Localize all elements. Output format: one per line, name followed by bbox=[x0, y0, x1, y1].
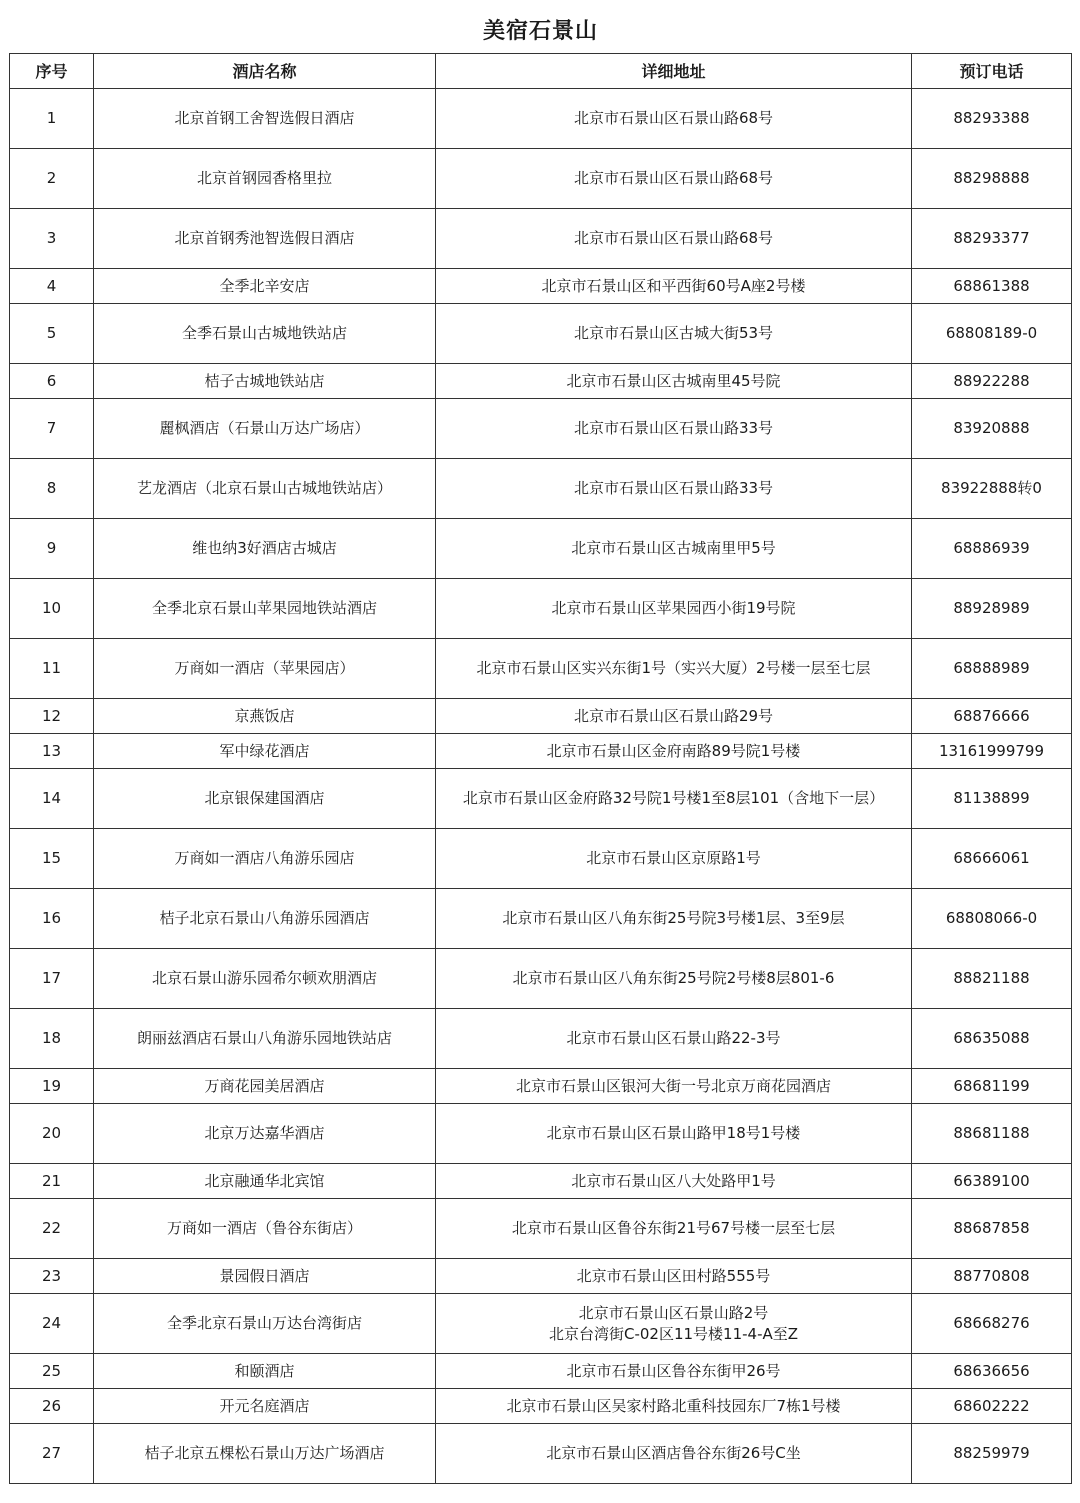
hotel-name: 北京银保建国酒店 bbox=[94, 769, 436, 829]
row-number: 20 bbox=[10, 1104, 94, 1164]
hotel-phone: 68886939 bbox=[912, 519, 1072, 579]
hotel-address bbox=[436, 269, 912, 304]
row-number: 4 bbox=[10, 269, 94, 304]
hotel-name: 军中绿花酒店 bbox=[94, 734, 436, 769]
row-number: 13 bbox=[10, 734, 94, 769]
hotel-phone: 66389100 bbox=[912, 1164, 1072, 1199]
table-row bbox=[10, 1164, 1072, 1199]
hotel-name: 桔子北京石景山八角游乐园酒店 bbox=[94, 889, 436, 949]
hotel-address bbox=[436, 1069, 912, 1104]
hotel-phone: 81138899 bbox=[912, 769, 1072, 829]
hotel-phone: 88928989 bbox=[912, 579, 1072, 639]
address-line: 北京市石景山区鲁谷东街21号67号楼一层至七层 bbox=[511, 1219, 836, 1237]
table-row bbox=[10, 1259, 1072, 1294]
hotel-address bbox=[436, 734, 912, 769]
row-number: 6 bbox=[10, 364, 94, 399]
table-row bbox=[10, 949, 1072, 1009]
hotel-address bbox=[436, 829, 912, 889]
hotel-name: 桔子古城地铁站店 bbox=[94, 364, 436, 399]
table-row bbox=[10, 1389, 1072, 1424]
hotel-address bbox=[436, 889, 912, 949]
row-number: 18 bbox=[10, 1009, 94, 1069]
hotel-name: 北京融通华北宾馆 bbox=[94, 1164, 436, 1199]
row-number: 15 bbox=[10, 829, 94, 889]
hotel-name: 麗枫酒店（石景山万达广场店） bbox=[94, 399, 436, 459]
row-number: 10 bbox=[10, 579, 94, 639]
row-number: 17 bbox=[10, 949, 94, 1009]
hotel-phone: 88259979 bbox=[912, 1424, 1072, 1484]
hotel-name: 维也纳3好酒店古城店 bbox=[94, 519, 436, 579]
table-row bbox=[10, 829, 1072, 889]
hotel-address bbox=[436, 459, 912, 519]
hotel-address bbox=[436, 1009, 912, 1069]
row-number: 12 bbox=[10, 699, 94, 734]
address-line: 北京台湾街C-02区11号楼11-4-A至Z bbox=[548, 1324, 799, 1343]
hotel-address bbox=[436, 519, 912, 579]
table-row bbox=[10, 459, 1072, 519]
address-line: 北京市石景山区石景山路68号 bbox=[573, 109, 774, 127]
hotel-phone: 88298888 bbox=[912, 149, 1072, 209]
address-line: 北京市石景山区八角东街25号院3号楼1层、3至9层 bbox=[502, 909, 845, 927]
hotel-name: 桔子北京五棵松石景山万达广场酒店 bbox=[94, 1424, 436, 1484]
hotel-phone: 88293377 bbox=[912, 209, 1072, 269]
address-line: 北京市石景山区八大处路甲1号 bbox=[571, 1171, 776, 1190]
hotel-phone: 88681188 bbox=[912, 1104, 1072, 1164]
row-number: 1 bbox=[10, 89, 94, 149]
table-row bbox=[10, 1294, 1072, 1354]
table-row bbox=[10, 769, 1072, 829]
table-row bbox=[10, 519, 1072, 579]
hotel-phone: 88293388 bbox=[912, 89, 1072, 149]
hotel-phone: 68666061 bbox=[912, 829, 1072, 889]
hotel-name: 北京万达嘉华酒店 bbox=[94, 1104, 436, 1164]
address-line: 北京市石景山区石景山路29号 bbox=[573, 706, 774, 725]
hotel-phone: 88770808 bbox=[912, 1259, 1072, 1294]
hotel-name: 北京首钢工舍智选假日酒店 bbox=[94, 89, 436, 149]
hotel-address bbox=[436, 1294, 912, 1354]
hotel-phone: 88922288 bbox=[912, 364, 1072, 399]
table-row bbox=[10, 579, 1072, 639]
hotel-phone: 88687858 bbox=[912, 1199, 1072, 1259]
hotel-phone: 68888989 bbox=[912, 639, 1072, 699]
hotel-address bbox=[436, 1354, 912, 1389]
hotel-address bbox=[436, 209, 912, 269]
hotel-phone: 68602222 bbox=[912, 1389, 1072, 1424]
hotel-name: 北京首钢秀池智选假日酒店 bbox=[94, 209, 436, 269]
hotel-phone: 13161999799 bbox=[912, 734, 1072, 769]
hotel-name: 京燕饭店 bbox=[94, 699, 436, 734]
row-number: 9 bbox=[10, 519, 94, 579]
row-number: 19 bbox=[10, 1069, 94, 1104]
hotel-address bbox=[436, 699, 912, 734]
hotel-name: 景园假日酒店 bbox=[94, 1259, 436, 1294]
table-row bbox=[10, 364, 1072, 399]
hotel-address bbox=[436, 1104, 912, 1164]
table-row bbox=[10, 149, 1072, 209]
row-number: 11 bbox=[10, 639, 94, 699]
address-line: 北京市石景山区吴家村路北重科技园东厂7栋1号楼 bbox=[506, 1396, 841, 1415]
table-body bbox=[10, 89, 1072, 1484]
hotel-name: 北京首钢园香格里拉 bbox=[94, 149, 436, 209]
table-row bbox=[10, 269, 1072, 304]
hotel-address bbox=[436, 304, 912, 364]
table-row bbox=[10, 209, 1072, 269]
hotel-name: 开元名庭酒店 bbox=[94, 1389, 436, 1424]
hotel-phone: 83922888转0 bbox=[912, 459, 1072, 519]
hotel-address bbox=[436, 949, 912, 1009]
hotel-address bbox=[436, 364, 912, 399]
hotel-phone: 68668276 bbox=[912, 1294, 1072, 1354]
hotel-address bbox=[436, 1424, 912, 1484]
hotel-name: 万商如一酒店（苹果园店） bbox=[94, 639, 436, 699]
hotel-name: 万商如一酒店（鲁谷东街店） bbox=[94, 1199, 436, 1259]
table-row bbox=[10, 1009, 1072, 1069]
hotel-address bbox=[436, 579, 912, 639]
hotel-phone: 68808066-0 bbox=[912, 889, 1072, 949]
hotel-name: 全季北京石景山万达台湾街店 bbox=[94, 1294, 436, 1354]
row-number: 14 bbox=[10, 769, 94, 829]
hotel-phone: 68876666 bbox=[912, 699, 1072, 734]
hotel-name: 万商花园美居酒店 bbox=[94, 1069, 436, 1104]
column-header-phone: 预订电话 bbox=[912, 54, 1072, 89]
row-number: 21 bbox=[10, 1164, 94, 1199]
address-line: 北京市石景山区古城大街53号 bbox=[573, 324, 774, 342]
row-number: 23 bbox=[10, 1259, 94, 1294]
hotel-address bbox=[436, 1259, 912, 1294]
hotel-address bbox=[436, 89, 912, 149]
hotel-phone: 68808189-0 bbox=[912, 304, 1072, 364]
hotel-table bbox=[9, 9, 1072, 1484]
address-line: 北京市石景山区石景山路33号 bbox=[573, 479, 774, 497]
row-number: 26 bbox=[10, 1389, 94, 1424]
row-number: 22 bbox=[10, 1199, 94, 1259]
address-line: 北京市石景山区金府南路89号院1号楼 bbox=[546, 741, 801, 760]
row-number: 8 bbox=[10, 459, 94, 519]
hotel-name: 全季石景山古城地铁站店 bbox=[94, 304, 436, 364]
hotel-name: 朗丽兹酒店石景山八角游乐园地铁站店 bbox=[94, 1009, 436, 1069]
hotel-name: 艺龙酒店（北京石景山古城地铁站店） bbox=[94, 459, 436, 519]
address-line: 北京市石景山区田村路555号 bbox=[576, 1266, 771, 1285]
hotel-phone: 68635088 bbox=[912, 1009, 1072, 1069]
table-row bbox=[10, 734, 1072, 769]
table-row bbox=[10, 1199, 1072, 1259]
address-line: 北京市石景山区鲁谷东街甲26号 bbox=[566, 1361, 781, 1380]
hotel-address bbox=[436, 1164, 912, 1199]
hotel-phone: 88821188 bbox=[912, 949, 1072, 1009]
table-row bbox=[10, 1424, 1072, 1484]
address-line: 北京市石景山区苹果园西小街19号院 bbox=[551, 599, 796, 617]
row-number: 25 bbox=[10, 1354, 94, 1389]
hotel-phone: 83920888 bbox=[912, 399, 1072, 459]
table-row bbox=[10, 1354, 1072, 1389]
address-line: 北京市石景山区实兴东街1号（实兴大厦）2号楼一层至七层 bbox=[476, 659, 871, 677]
address-line: 北京市石景山区八角东街25号院2号楼8层801-6 bbox=[512, 969, 835, 987]
hotel-address bbox=[436, 1389, 912, 1424]
address-line: 北京市石景山区石景山路22-3号 bbox=[566, 1029, 781, 1047]
table-row bbox=[10, 889, 1072, 949]
hotel-phone: 68861388 bbox=[912, 269, 1072, 304]
address-line: 北京市石景山区酒店鲁谷东街26号C坐 bbox=[546, 1444, 801, 1462]
column-header-address: 详细地址 bbox=[436, 54, 912, 89]
row-number: 16 bbox=[10, 889, 94, 949]
table-row bbox=[10, 1069, 1072, 1104]
column-header-number: 序号 bbox=[10, 54, 94, 89]
table-row bbox=[10, 639, 1072, 699]
header-row bbox=[10, 54, 1072, 89]
table-row bbox=[10, 399, 1072, 459]
address-line: 北京市石景山区石景山路甲18号1号楼 bbox=[546, 1124, 801, 1142]
table-row bbox=[10, 1104, 1072, 1164]
table-title: 美宿石景山 bbox=[10, 9, 1072, 54]
hotel-name: 全季北京石景山苹果园地铁站酒店 bbox=[94, 579, 436, 639]
address-line: 北京市石景山区石景山路68号 bbox=[573, 169, 774, 187]
hotel-address bbox=[436, 769, 912, 829]
column-header-hotel-name: 酒店名称 bbox=[94, 54, 436, 89]
address-line: 北京市石景山区银河大街一号北京万商花园酒店 bbox=[515, 1076, 831, 1095]
address-line: 北京市石景山区金府路32号院1号楼1至8层101（含地下一层） bbox=[462, 789, 885, 807]
hotel-name: 全季北辛安店 bbox=[94, 269, 436, 304]
table-row bbox=[10, 304, 1072, 364]
hotel-name: 和颐酒店 bbox=[94, 1354, 436, 1389]
row-number: 2 bbox=[10, 149, 94, 209]
hotel-name: 北京石景山游乐园希尔顿欢朋酒店 bbox=[94, 949, 436, 1009]
row-number: 27 bbox=[10, 1424, 94, 1484]
address-line: 北京市石景山区古城南里甲5号 bbox=[571, 539, 776, 557]
hotel-name: 万商如一酒店八角游乐园店 bbox=[94, 829, 436, 889]
address-line: 北京市石景山区和平西街60号A座2号楼 bbox=[541, 276, 806, 295]
hotel-phone: 68636656 bbox=[912, 1354, 1072, 1389]
address-line: 北京市石景山区古城南里45号院 bbox=[566, 371, 781, 390]
table-row bbox=[10, 89, 1072, 149]
row-number: 5 bbox=[10, 304, 94, 364]
address-line: 北京市石景山区石景山路68号 bbox=[573, 229, 774, 247]
address-line: 北京市石景山区京原路1号 bbox=[586, 849, 761, 867]
row-number: 7 bbox=[10, 399, 94, 459]
hotel-address bbox=[436, 149, 912, 209]
hotel-address bbox=[436, 639, 912, 699]
address-line: 北京市石景山区石景山路33号 bbox=[573, 419, 774, 437]
hotel-phone: 68681199 bbox=[912, 1069, 1072, 1104]
address-line: 北京市石景山区石景山路2号 bbox=[578, 1303, 769, 1322]
row-number: 3 bbox=[10, 209, 94, 269]
hotel-address bbox=[436, 1199, 912, 1259]
table-row bbox=[10, 699, 1072, 734]
hotel-address bbox=[436, 399, 912, 459]
row-number: 24 bbox=[10, 1294, 94, 1354]
